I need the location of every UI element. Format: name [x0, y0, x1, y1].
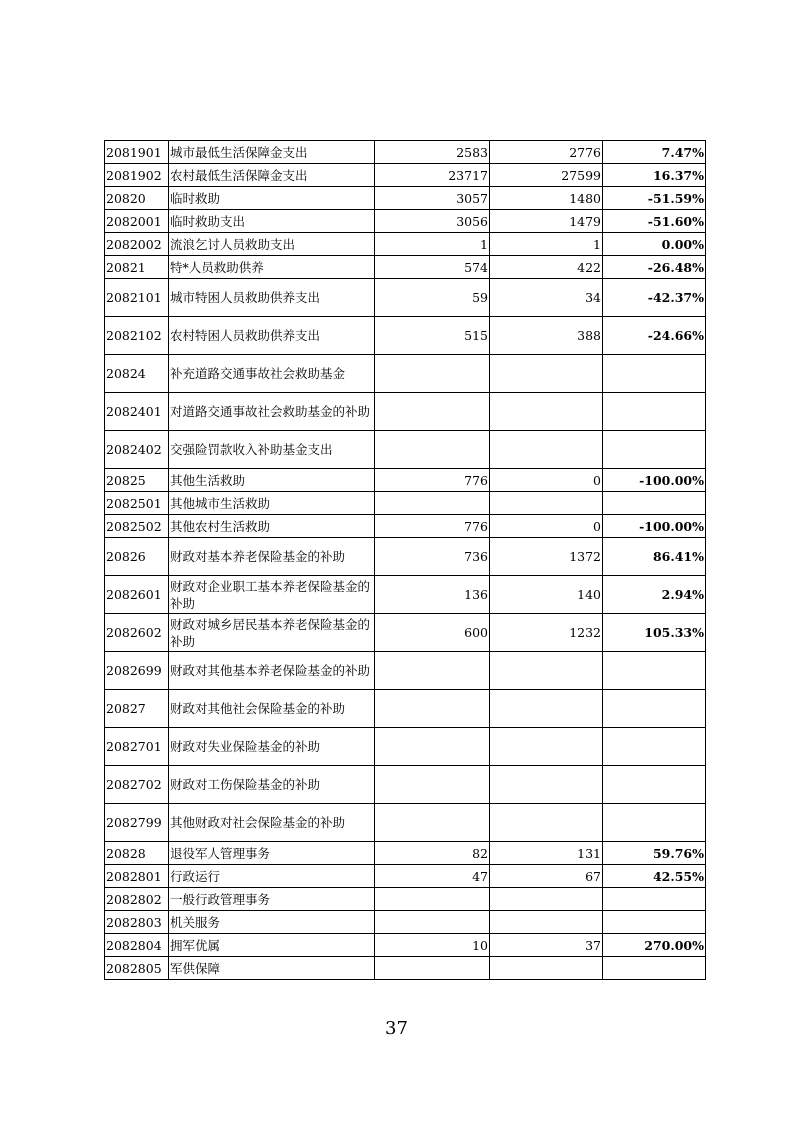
change-percent: [603, 652, 706, 690]
table-row: [105, 141, 706, 164]
value-prior: 10: [375, 934, 490, 957]
item-name: 拥军优属: [169, 934, 375, 957]
value-current: [490, 804, 603, 842]
change-percent: 105.33%: [603, 614, 706, 652]
item-code: 20825: [105, 469, 169, 492]
value-current: 1479: [490, 210, 603, 233]
item-name: 农村最低生活保障金支出: [169, 164, 375, 187]
table-row: [105, 469, 706, 492]
item-name: 临时救助支出: [169, 210, 375, 233]
item-name: 财政对工伤保险基金的补助: [169, 766, 375, 804]
value-prior: [375, 957, 490, 980]
item-name: 财政对企业职工基本养老保险基金的补助: [169, 576, 375, 614]
change-percent: -100.00%: [603, 469, 706, 492]
item-code: 2082602: [105, 614, 169, 652]
table-row: [105, 652, 706, 690]
change-percent: 2.94%: [603, 576, 706, 614]
table-row: [105, 431, 706, 469]
value-prior: [375, 652, 490, 690]
item-name: 流浪乞讨人员救助支出: [169, 233, 375, 256]
change-percent: [603, 355, 706, 393]
item-code: 2081901: [105, 141, 169, 164]
item-code: 2082101: [105, 279, 169, 317]
table-row: [105, 355, 706, 393]
change-percent: [603, 766, 706, 804]
change-percent: [603, 728, 706, 766]
value-current: [490, 911, 603, 934]
item-name: 财政对失业保险基金的补助: [169, 728, 375, 766]
change-percent: -26.48%: [603, 256, 706, 279]
value-current: [490, 888, 603, 911]
item-code: 2082102: [105, 317, 169, 355]
item-code: 2081902: [105, 164, 169, 187]
value-current: 140: [490, 576, 603, 614]
item-name: 一般行政管理事务: [169, 888, 375, 911]
change-percent: -51.60%: [603, 210, 706, 233]
item-name: 财政对基本养老保险基金的补助: [169, 538, 375, 576]
table-row: [105, 728, 706, 766]
value-current: 34: [490, 279, 603, 317]
item-code: 2082401: [105, 393, 169, 431]
item-code: 2082002: [105, 233, 169, 256]
value-current: [490, 766, 603, 804]
page-number: 37: [385, 1018, 408, 1039]
item-name: 其他财政对社会保险基金的补助: [169, 804, 375, 842]
change-percent: [603, 888, 706, 911]
change-percent: 59.76%: [603, 842, 706, 865]
item-name: 财政对城乡居民基本养老保险基金的补助: [169, 614, 375, 652]
item-code: 2082805: [105, 957, 169, 980]
change-percent: -100.00%: [603, 515, 706, 538]
value-prior: 3057: [375, 187, 490, 210]
item-code: 2082799: [105, 804, 169, 842]
item-name: 补充道路交通事故社会救助基金: [169, 355, 375, 393]
table-row: [105, 804, 706, 842]
change-percent: 0.00%: [603, 233, 706, 256]
item-name: 行政运行: [169, 865, 375, 888]
table-row: [105, 279, 706, 317]
budget-table: [104, 140, 706, 980]
value-current: [490, 393, 603, 431]
item-name: 财政对其他基本养老保险基金的补助: [169, 652, 375, 690]
item-code: 2082001: [105, 210, 169, 233]
value-current: 422: [490, 256, 603, 279]
item-code: 2082699: [105, 652, 169, 690]
change-percent: 270.00%: [603, 934, 706, 957]
value-prior: [375, 911, 490, 934]
value-current: [490, 355, 603, 393]
item-code: 2082501: [105, 492, 169, 515]
value-prior: [375, 431, 490, 469]
value-current: 27599: [490, 164, 603, 187]
value-current: 2776: [490, 141, 603, 164]
item-code: 2082601: [105, 576, 169, 614]
table-row: [105, 865, 706, 888]
item-name: 其他农村生活救助: [169, 515, 375, 538]
table-row: [105, 690, 706, 728]
change-percent: 7.47%: [603, 141, 706, 164]
change-percent: -42.37%: [603, 279, 706, 317]
value-prior: [375, 766, 490, 804]
item-name: 特*人员救助供养: [169, 256, 375, 279]
value-prior: 736: [375, 538, 490, 576]
change-percent: [603, 393, 706, 431]
value-current: 0: [490, 515, 603, 538]
item-name: 临时救助: [169, 187, 375, 210]
value-current: 1372: [490, 538, 603, 576]
value-current: 1480: [490, 187, 603, 210]
value-prior: 574: [375, 256, 490, 279]
value-prior: 600: [375, 614, 490, 652]
item-code: 20820: [105, 187, 169, 210]
table-row: [105, 317, 706, 355]
table-row: [105, 233, 706, 256]
value-prior: 23717: [375, 164, 490, 187]
value-current: [490, 492, 603, 515]
table-row: [105, 957, 706, 980]
item-name: 财政对其他社会保险基金的补助: [169, 690, 375, 728]
item-code: 20828: [105, 842, 169, 865]
item-name: 军供保障: [169, 957, 375, 980]
change-percent: [603, 957, 706, 980]
table-row: [105, 842, 706, 865]
value-current: [490, 690, 603, 728]
value-prior: [375, 355, 490, 393]
value-current: 37: [490, 934, 603, 957]
change-percent: [603, 804, 706, 842]
item-name: 城市特困人员救助供养支出: [169, 279, 375, 317]
value-prior: 136: [375, 576, 490, 614]
value-current: 388: [490, 317, 603, 355]
item-code: 20821: [105, 256, 169, 279]
table-row: [105, 187, 706, 210]
item-name: 农村特困人员救助供养支出: [169, 317, 375, 355]
table-row: [105, 766, 706, 804]
value-prior: [375, 804, 490, 842]
change-percent: 16.37%: [603, 164, 706, 187]
value-prior: [375, 888, 490, 911]
table-row: [105, 492, 706, 515]
table-row: [105, 164, 706, 187]
value-prior: 82: [375, 842, 490, 865]
table-row: [105, 515, 706, 538]
item-code: 20827: [105, 690, 169, 728]
value-prior: 776: [375, 515, 490, 538]
item-name: 退役军人管理事务: [169, 842, 375, 865]
item-code: 20824: [105, 355, 169, 393]
item-name: 城市最低生活保障金支出: [169, 141, 375, 164]
item-code: 2082804: [105, 934, 169, 957]
change-percent: [603, 690, 706, 728]
table-row: [105, 934, 706, 957]
value-prior: [375, 492, 490, 515]
change-percent: -51.59%: [603, 187, 706, 210]
value-current: [490, 957, 603, 980]
change-percent: [603, 911, 706, 934]
item-code: 20826: [105, 538, 169, 576]
table-row: [105, 210, 706, 233]
value-current: [490, 431, 603, 469]
table-row: [105, 538, 706, 576]
change-percent: [603, 492, 706, 515]
table-row: [105, 888, 706, 911]
value-current: 0: [490, 469, 603, 492]
value-prior: 776: [375, 469, 490, 492]
value-prior: 515: [375, 317, 490, 355]
change-percent: 42.55%: [603, 865, 706, 888]
value-prior: [375, 690, 490, 728]
change-percent: [603, 431, 706, 469]
table-row: [105, 911, 706, 934]
value-current: 67: [490, 865, 603, 888]
item-code: 2082702: [105, 766, 169, 804]
item-code: 2082802: [105, 888, 169, 911]
item-name: 其他城市生活救助: [169, 492, 375, 515]
value-current: 1: [490, 233, 603, 256]
item-code: 2082402: [105, 431, 169, 469]
value-prior: 1: [375, 233, 490, 256]
item-name: 对道路交通事故社会救助基金的补助: [169, 393, 375, 431]
item-name: 机关服务: [169, 911, 375, 934]
item-code: 2082801: [105, 865, 169, 888]
table-row: [105, 576, 706, 614]
value-current: [490, 652, 603, 690]
item-code: 2082701: [105, 728, 169, 766]
value-prior: 47: [375, 865, 490, 888]
item-name: 其他生活救助: [169, 469, 375, 492]
value-current: [490, 728, 603, 766]
value-prior: 3056: [375, 210, 490, 233]
value-prior: 2583: [375, 141, 490, 164]
item-code: 2082803: [105, 911, 169, 934]
value-prior: 59: [375, 279, 490, 317]
item-code: 2082502: [105, 515, 169, 538]
item-name: 交强险罚款收入补助基金支出: [169, 431, 375, 469]
value-prior: [375, 393, 490, 431]
value-current: 1232: [490, 614, 603, 652]
value-prior: [375, 728, 490, 766]
table-row: [105, 614, 706, 652]
table-row: [105, 393, 706, 431]
value-current: 131: [490, 842, 603, 865]
change-percent: 86.41%: [603, 538, 706, 576]
change-percent: -24.66%: [603, 317, 706, 355]
table-row: [105, 256, 706, 279]
